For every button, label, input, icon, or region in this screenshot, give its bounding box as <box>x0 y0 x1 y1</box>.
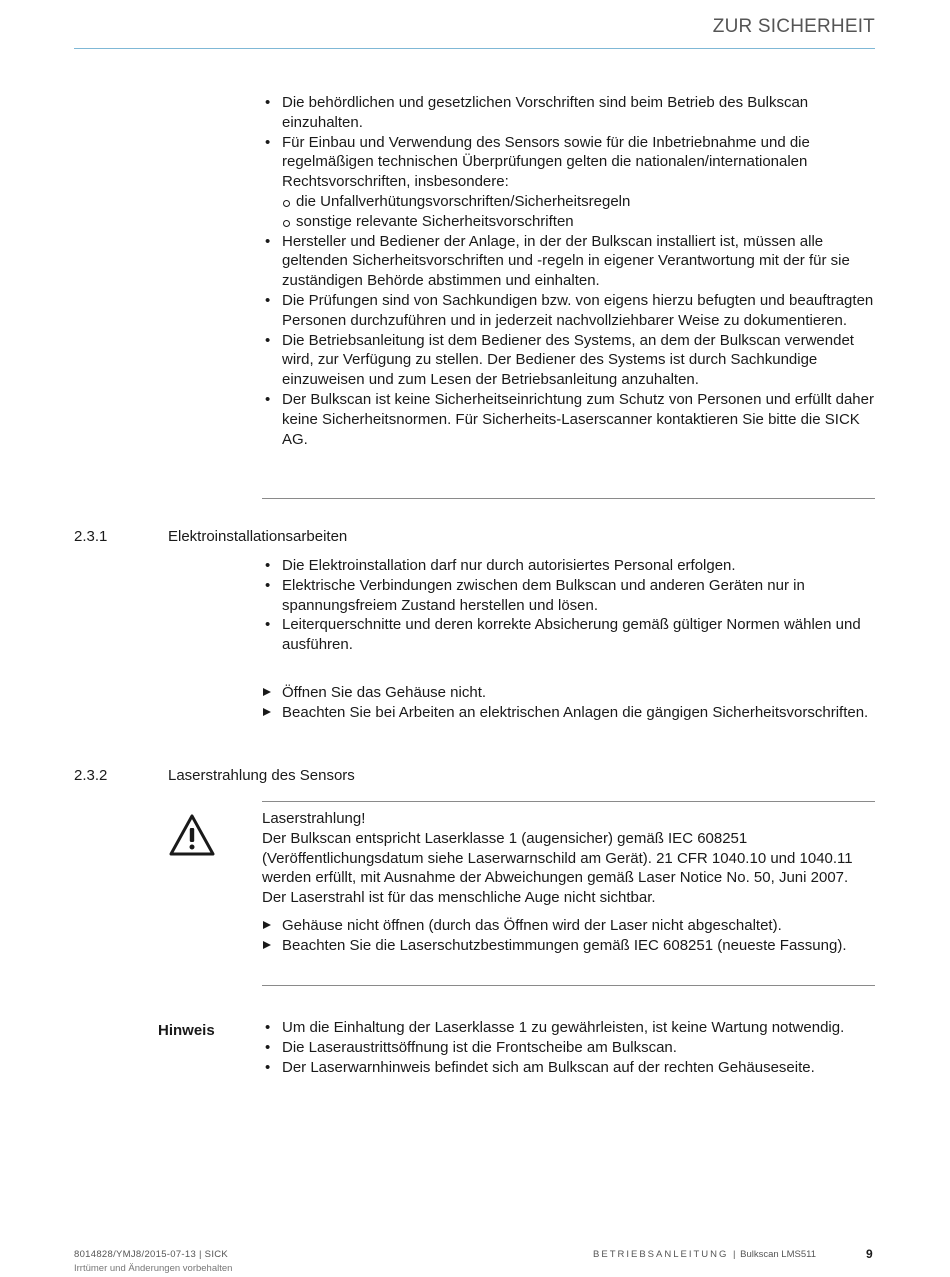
section-number: 2.3.1 <box>74 528 108 545</box>
note-label: Hinweis <box>158 1022 215 1039</box>
list-item: • Elektrische Verbindungen zwischen dem Bulkscan und anderen Geräten nur in spannungsfreiem Zustand herstellen und lösen. <box>262 576 875 616</box>
electrical-bullets <box>262 556 875 655</box>
list-item: • Der Bulkscan ist keine Sicherheitseinrichtung zum Schutz von Personen und erfüllt daher keine Sicherheitsnormen. Für Sicherheits-Laserscanner kontaktieren Sie bitte die SICK AG. <box>262 390 875 449</box>
footer-doc-id: 8014828/YMJ8/2015-07-13 | SICK <box>74 1249 229 1260</box>
note-bullets <box>262 1018 875 1077</box>
footer-manual-info <box>593 1249 816 1260</box>
warning-title: Laserstrahlung! <box>262 810 366 827</box>
laser-actions <box>262 916 875 956</box>
sublist-item: die Unfallverhütungsvorschriften/Sicherheitsregeln <box>282 192 875 212</box>
electrical-actions-container <box>262 683 875 723</box>
intro-safety-list-container <box>262 93 875 449</box>
warning-text: Der Bulkscan entspricht Laserklasse 1 (augensicher) gemäß IEC 608251 (Veröffentlichungsdatum siehe Laserwarnschild am Gerät). 21 CFR 1040.10 und 1040.11 werden erfüllt, mit Ausnahme der Abweichungen gemäß Laser Notice No. 50, Juni 2007. Der Laserstrahl ist für das menschliche Auge nicht sichtbar. <box>262 829 853 907</box>
sublist-item: sonstige relevante Sicherheitsvorschriften <box>282 212 875 232</box>
header-divider <box>74 48 875 49</box>
warning-triangle-icon <box>168 813 216 857</box>
list-item: • Die behördlichen und gesetzlichen Vorschriften sind beim Betrieb des Bulkscan einzuhalten. <box>262 93 875 133</box>
footer-product: Bulkscan LMS511 <box>740 1249 816 1260</box>
page-number: 9 <box>866 1247 873 1261</box>
action-item: Beachten Sie die Laserschutzbestimmungen gemäß IEC 608251 (neueste Fassung). <box>262 936 875 956</box>
page-header-title: ZUR SICHERHEIT <box>712 16 875 37</box>
section-number: 2.3.2 <box>74 767 108 784</box>
section-title: Elektroinstallationsarbeiten <box>168 528 348 545</box>
note-bullets-container <box>262 1018 875 1077</box>
list-item: • Der Laserwarnhinweis befindet sich am Bulkscan auf der rechten Gehäuseseite. <box>262 1058 875 1078</box>
list-item: • Um die Einhaltung der Laserklasse 1 zu gewährleisten, ist keine Wartung notwendig. <box>262 1018 875 1038</box>
list-item: • Leiterquerschnitte und deren korrekte Absicherung gemäß gültiger Normen wählen und ausführen. <box>262 615 875 655</box>
legal-sublist <box>282 192 875 232</box>
section-divider <box>262 498 875 499</box>
warning-bottom-divider <box>262 985 875 986</box>
laser-warning-block <box>262 809 875 908</box>
section-title: Laserstrahlung des Sensors <box>168 767 355 784</box>
action-item: Gehäuse nicht öffnen (durch das Öffnen wird der Laser nicht abgeschaltet). <box>262 916 875 936</box>
list-item: • Die Prüfungen sind von Sachkundigen bzw. von eigens hierzu befugten und beauftragten Personen durchzuführen und in jederzeit nachvollziehbarer Weise zu dokumentieren. <box>262 291 875 331</box>
list-item: • Hersteller und Bediener der Anlage, in der der Bulkscan installiert ist, müssen alle geltenden Sicherheitsvorschriften und -regeln in eigener Verantwortung mit der für sie zuständigen Behörde abstimmen und einhalten. <box>262 232 875 291</box>
action-item: Beachten Sie bei Arbeiten an elektrischen Anlagen die gängigen Sicherheitsvorschriften. <box>262 703 875 723</box>
footer-disclaimer: Irrtümer und Änderungen vorbehalten <box>74 1263 233 1274</box>
electrical-actions <box>262 683 875 723</box>
list-item: • Die Laseraustrittsöffnung ist die Frontscheibe am Bulkscan. <box>262 1038 875 1058</box>
list-item: • Die Betriebsanleitung ist dem Bediener des Systems, an dem der Bulkscan verwendet wird, zur Verfügung zu stellen. Der Bediener des Systems ist durch Sachkundige einzuweisen und zum Lesen der Betriebsanleitung anzuhalten. <box>262 331 875 390</box>
warning-top-divider <box>262 801 875 802</box>
electrical-bullets-container <box>262 556 875 655</box>
list-item: • Für Einbau und Verwendung des Sensors sowie für die Inbetriebnahme und die regelmäßigen technischen Überprüfungen gelten die nationalen/internationalen Rechtsvorschriften, insbesondere: die Unfallverhütungsvorschriften/Sicherheitsregeln sonstige relevante Sicherheitsvorschriften <box>262 133 875 232</box>
laser-actions-container <box>262 916 875 956</box>
action-item: Öffnen Sie das Gehäuse nicht. <box>262 683 875 703</box>
list-item: • Die Elektroinstallation darf nur durch autorisiertes Personal erfolgen. <box>262 556 875 576</box>
intro-safety-list <box>262 93 875 449</box>
footer-manual-label: BETRIEBSANLEITUNG | <box>593 1249 738 1260</box>
